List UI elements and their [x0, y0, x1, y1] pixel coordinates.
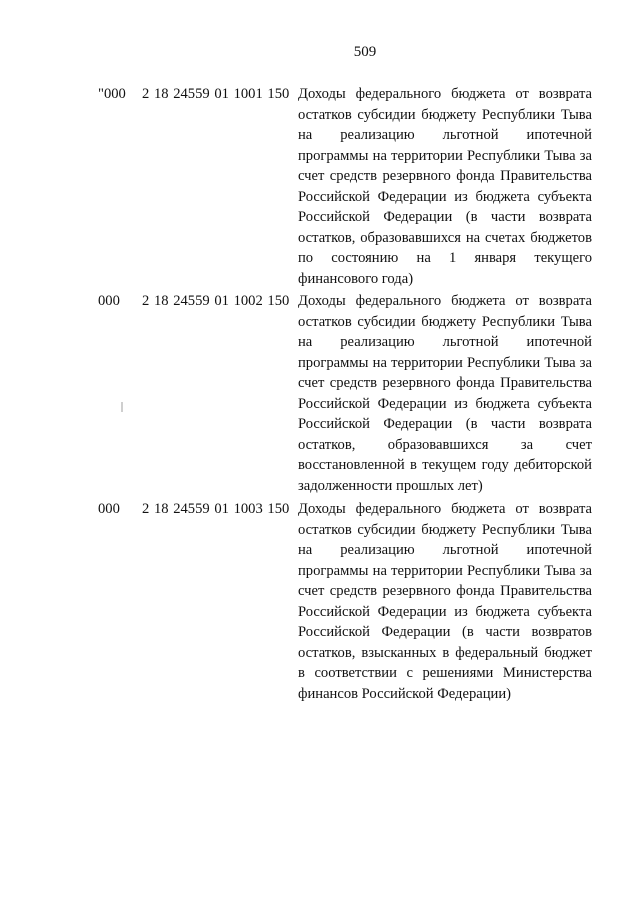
admin-code: 000	[98, 293, 120, 309]
description-line: остатков субсидии бюджету Республики Тыва	[298, 521, 592, 538]
description-line: на реализацию льготной ипотечной	[298, 334, 592, 350]
entry-description	[298, 499, 592, 704]
admin-code: 000	[98, 501, 120, 517]
entry-description	[298, 291, 592, 496]
description-line: остатков субсидии бюджету Республики Тыва	[298, 313, 592, 330]
description-line: Доходы федерального бюджета от возврата	[298, 293, 592, 309]
description-line: Российской Федерации (в части возвратов	[298, 624, 592, 640]
description-line: в соответствии с решениями Министерства	[298, 665, 592, 681]
page-number: 509	[353, 44, 377, 60]
description-line: счет средств резервного фонда Правительства	[298, 583, 592, 599]
description-line: остатков, образовавшихся за счет	[298, 436, 592, 453]
budget-classification-code: 2 18 24559 01 1003 150	[142, 501, 290, 517]
description-line: остатков субсидии бюджету Республики Тыва	[298, 106, 592, 123]
description-line: Российской Федерации (в части возврата	[298, 416, 592, 432]
description-line: остатков, образовавшихся на счетах бюджетов	[298, 229, 592, 246]
description-line: финансов Российской Федерации)	[298, 685, 512, 702]
description-line: программы на территории Республики Тыва за	[298, 562, 592, 579]
budget-classification-code: 2 18 24559 01 1001 150	[142, 86, 290, 102]
description-line: по состоянию на 1 января текущего	[298, 250, 592, 266]
entry-description	[298, 84, 592, 289]
description-line: остатков, взысканных в федеральный бюджет	[298, 644, 592, 661]
scan-artifact	[121, 402, 123, 412]
description-line: счет средств резервного фонда Правительства	[298, 168, 592, 184]
admin-code: "000	[98, 86, 126, 102]
description-line: Доходы федерального бюджета от возврата	[298, 501, 592, 517]
description-line: программы на территории Республики Тыва за	[298, 354, 592, 371]
description-line: Российской Федерации из бюджета субъекта	[298, 603, 592, 620]
description-line: Российской Федерации (в части возврата	[298, 209, 592, 225]
budget-classification-code: 2 18 24559 01 1002 150	[142, 293, 290, 309]
description-line: на реализацию льготной ипотечной	[298, 542, 592, 558]
description-line: на реализацию льготной ипотечной	[298, 127, 592, 143]
description-line: финансового года)	[298, 270, 414, 287]
description-line: Доходы федерального бюджета от возврата	[298, 86, 592, 102]
description-line: восстановленной в текущем году дебиторской	[298, 457, 592, 473]
description-line: Российской Федерации из бюджета субъекта	[298, 188, 592, 205]
description-line: Российской Федерации из бюджета субъекта	[298, 395, 592, 412]
description-line: задолженности прошлых лет)	[298, 477, 483, 494]
description-line: счет средств резервного фонда Правительства	[298, 375, 592, 391]
description-line: программы на территории Республики Тыва за	[298, 147, 592, 164]
